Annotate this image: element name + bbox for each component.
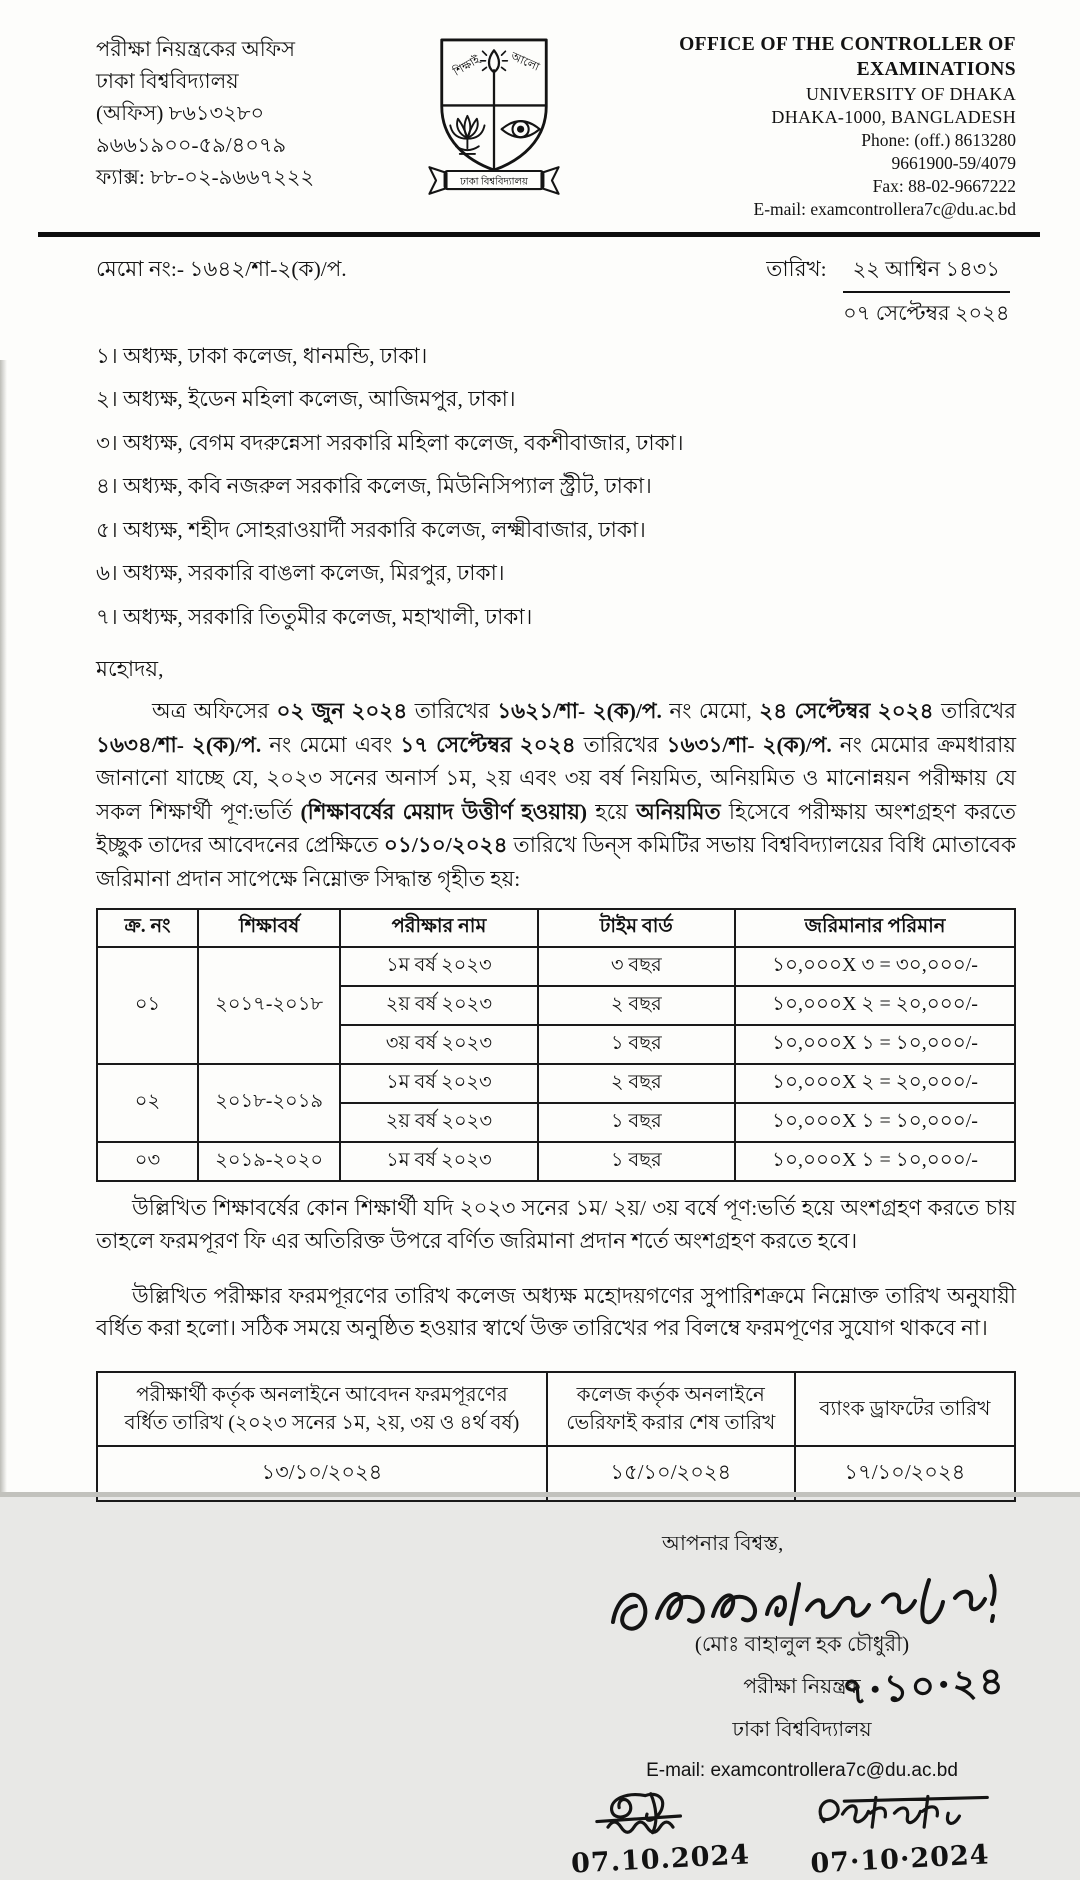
exam-cell: ১ম বর্ষ ২০২৩ [340, 1064, 537, 1103]
body-text: হয়ে [587, 799, 637, 824]
stamp-date: 07·10·2024 [809, 1839, 991, 1880]
phone-line: 9661900-59/4079 [891, 153, 1016, 174]
fine-cell: ১০,০০০X ২ = ২০,০০০/- [735, 986, 1015, 1025]
date-block [766, 253, 1010, 332]
handwritten-date: ৭·১০·২৪ [840, 1657, 1008, 1714]
table-header-row [97, 1372, 1015, 1446]
university-address: DHAKA-1000, BANGLADESH [771, 107, 1016, 128]
exam-cell: ২য় বর্ষ ২০২৩ [340, 1103, 537, 1142]
session-cell: ২০১৮-২০১৯ [198, 1064, 340, 1142]
serial-cell: ০১ [97, 947, 198, 1064]
signature-block [570, 1528, 1012, 1880]
recipient-item: ২। অধ্যক্ষ, ইডেন মহিলা কলেজ, আজিমপুর, ঢাকা। [96, 387, 516, 412]
column-header: পরীক্ষার্থী কর্তৃক অনলাইনে আবেদন ফরমপূরণের বর্ধিত তারিখ (২০২৩ সনের ১ম, ২য়, ৩য় ও ৪র্থ বর্ষ) [97, 1372, 547, 1446]
table-row [97, 1446, 1015, 1501]
date-cell: ১৫/১০/২০২৪ [547, 1446, 795, 1501]
body-text: হিসেবে পরীক্ষায় অংশগ্রহণ করতে ইচ্ছুক তাদের আবেদনের প্রেক্ষিতে [96, 799, 1016, 858]
recipient-item: ৫। অধ্যক্ষ, শহীদ সোহরাওয়ার্দী সরকারি কলেজ, লক্ষ্মীবাজার, ঢাকা। [96, 517, 646, 542]
phone-line: Phone: (off.) 8613280 [861, 130, 1016, 151]
office-name-line: EXAMINATIONS [856, 59, 1016, 81]
exam-cell: ২য় বর্ষ ২০২৩ [340, 986, 537, 1025]
lotus-icon [450, 116, 484, 154]
session-cell: ২০১৯-২০২০ [198, 1142, 340, 1181]
signatory-university: ঢাকা বিশ্ববিদ্যালয় [732, 1718, 872, 1741]
memo-row [96, 253, 1016, 332]
banner-ribbon [429, 167, 558, 194]
letterhead [96, 26, 1016, 220]
fine-cell: ১০,০০০X ৩ = ৩০,০০০/- [735, 947, 1015, 986]
date-bangla: ২২ আশ্বিন ১৪৩১ [843, 253, 1010, 293]
penalty-table [96, 908, 1016, 1182]
motto-left-text: শিক্ষাই [451, 53, 482, 79]
fine-cell: ১০,০০০X ১ = ১০,০০০/- [735, 1025, 1015, 1064]
column-header: ক্র. নং [97, 909, 198, 947]
signature-scribble-icon [585, 1790, 735, 1842]
office-contact-en [586, 26, 1016, 220]
exam-cell: ৩য় বর্ষ ২০২৩ [340, 1025, 537, 1064]
flame-icon [480, 50, 507, 72]
date-label: তারিখ: [766, 257, 827, 282]
signatory-title: পরীক্ষা নিয়ন্ত্রক [743, 1675, 861, 1698]
contact-line: ফ্যাক্স: ৮৮-০২-৯৬৬৭২২২ [96, 164, 315, 189]
university-seal-icon [418, 30, 570, 198]
column-header: কলেজ কর্তৃক অনলাইনে ভেরিফাই করার শেষ তারিখ [547, 1372, 795, 1446]
date-cell: ১৩/১০/২০২৪ [97, 1446, 547, 1501]
body-text-bold: ০২ জুন ২০২৪ [276, 698, 408, 723]
verification-signature-left [570, 1790, 751, 1880]
recipients-list [96, 340, 1016, 637]
stamp-date: 07.10.2024 [570, 1839, 751, 1880]
salutation: মহোদয়, [96, 656, 164, 681]
memo-number: মেমো নং:- ১৬৪২/শা-২(ক)/প. [96, 257, 347, 282]
date-gregorian: ০৭ সেপ্টেম্বর ২০২৪ [843, 301, 1010, 326]
body-text: নং মেমো, [661, 698, 760, 723]
office-name-line: OFFICE OF THE CONTROLLER OF [679, 34, 1016, 55]
closing-line: আপনার বিশ্বস্ত, [662, 1532, 784, 1555]
serial-cell: ০৩ [97, 1142, 198, 1181]
timebar-cell: ৩ বছর [538, 947, 735, 986]
recipient-item: ৪। অধ্যক্ষ, কবি নজরুল সরকারি কলেজ, মিউনিসিপ্যাল স্ট্রীট, ঢাকা। [96, 474, 652, 499]
eye-icon [501, 121, 539, 137]
body-text-bold: ১৬৩১/শা- ২(ক)/প. [666, 732, 832, 757]
fine-cell: ১০,০০০X ১ = ১০,০০০/- [735, 1103, 1015, 1142]
fine-cell: ১০,০০০X ১ = ১০,০০০/- [735, 1142, 1015, 1181]
fax-line: Fax: 88-02-9667222 [872, 175, 1016, 196]
body-text: নং মেমোর ক্রমধারায় জানানো যাচ্ছে যে, ২০২৩ সনের অনার্স ১ম, ২য় এবং ৩য় বর্ষ নিয়মিত, অনিয়মিত ও মানোন্নয়ন পরীক্ষায় যে সকল শিক্ষার্থী পূণ:ভর্তি [96, 732, 1016, 824]
body-text: তারিখের [575, 732, 667, 757]
dates [843, 253, 1010, 332]
motto-right-text: আলো [508, 50, 541, 74]
column-header: জরিমানার পরিমান [735, 909, 1015, 947]
signature-scribble-icon [802, 1790, 998, 1842]
body-text-bold: ১৬২১/শা- ২(ক)/প. [497, 698, 662, 723]
recipient-item: ৭। অধ্যক্ষ, সরকারি তিতুমীর কলেজ, মহাখালী, ঢাকা। [96, 604, 533, 629]
column-header: ব্যাংক ড্রাফটের তারিখ [795, 1372, 1015, 1446]
timebar-cell: ১ বছর [538, 1103, 735, 1142]
signatory-title-row [592, 1657, 1012, 1714]
body-paragraph [96, 695, 1016, 896]
table-header-row [97, 909, 1015, 947]
signatory-name: (মোঃ বাহালুল হক চৌধুরী) [694, 1631, 910, 1656]
table-row [97, 947, 1015, 986]
body-text: অত্র অফিসের [152, 698, 277, 723]
body-text-bold: ১৬৩৪/শা- ২(ক)/প. [96, 732, 262, 757]
header-divider [38, 232, 1040, 237]
recipient-item: ৩। অধ্যক্ষ, বেগম বদরুন্নেসা সরকারি মহিলা কলেজ, বকশীবাজার, ঢাকা। [96, 430, 684, 455]
office-contact-bn [96, 26, 401, 194]
contact-line: ঢাকা বিশ্ববিদ্যালয় [96, 68, 239, 93]
timebar-cell: ২ বছর [538, 986, 735, 1025]
recipient-item: ৬। অধ্যক্ষ, সরকারি বাঙলা কলেজ, মিরপুর, ঢাকা। [96, 561, 505, 586]
note-paragraph-2: উল্লিখিত পরীক্ষার ফরমপূরণের তারিখ কলেজ অধ্যক্ষ মহোদয়গণের সুপারিশক্রমে নিম্নোক্ত তারিখ অনুযায়ী বর্ধিত করা হলো। সঠিক সময়ে অনুষ্ঠিত হওয়ার স্বার্থে উক্ত তারিখের পর বিলম্বে ফরমপূণের সুযোগ থাকবে না। [96, 1283, 1016, 1341]
session-cell: ২০১৭-২০১৮ [198, 947, 340, 1064]
note-paragraph-1: উল্লিখিত শিক্ষাবর্ষের কোন শিক্ষার্থী যদি ২০২৩ সনের ১ম/ ২য়/ ৩য় বর্ষে পূণ:ভর্তি হয়ে অংশগ্রহণ করতে চায় তাহলে ফরমপূরণ ফি এর অতিরিক্ত উপরে বর্ণিত জরিমানা প্রদান শর্তে অংশগ্রহণ করতে হবে। [96, 1196, 1016, 1253]
body-text-bold: ০১/১০/২০২৪ [383, 833, 508, 858]
recipient-item: ১। অধ্যক্ষ, ঢাকা কলেজ, ধানমন্ডি, ঢাকা। [96, 343, 428, 368]
body-text-bold: ১৭ সেপ্টেম্বর ২০২৪ [400, 732, 576, 757]
body-text: তারিখে ডিন্‌স কমিটির সভায় বিশ্ববিদ্যালয়ের বিধি মোতাবেক জরিমানা প্রদান সাপেক্ষে নিম্নোক্ত সিদ্ধান্ত গৃহীত হয়: [96, 833, 1016, 891]
banner-text: ঢাকা বিশ্ববিদ্যালয় [459, 176, 528, 188]
timebar-cell: ২ বছর [538, 1064, 735, 1103]
signatory-email: E-mail: examcontrollera7c@du.ac.bd [646, 1759, 958, 1781]
body-text: তারিখের [933, 698, 1017, 723]
exam-cell: ১ম বর্ষ ২০২৩ [340, 1142, 537, 1181]
university-name: UNIVERSITY OF DHAKA [805, 83, 1016, 104]
body-text: নং মেমো এবং [261, 732, 401, 757]
contact-line: ৯৬৬১৯০০-৫৯/৪০৭৯ [96, 132, 287, 157]
exam-cell: ১ম বর্ষ ২০২৩ [340, 947, 537, 986]
email-line: E-mail: examcontrollera7c@du.ac.bd [753, 198, 1016, 219]
verification-signature-right [802, 1790, 998, 1880]
body-text: তারিখের [407, 698, 498, 723]
body-text-bold: ২৪ সেপ্টেম্বর ২০২৪ [759, 698, 934, 723]
serial-cell: ০২ [97, 1064, 198, 1142]
fine-cell: ১০,০০০X ২ = ২০,০০০/- [735, 1064, 1015, 1103]
date-cell: ১৭/১০/২০২৪ [795, 1446, 1015, 1501]
column-header: পরীক্ষার নাম [340, 909, 537, 947]
contact-line: পরীক্ষা নিয়ন্ত্রকের অফিস [96, 37, 296, 61]
timebar-cell: ১ বছর [538, 1025, 735, 1064]
du-seal-logo [401, 26, 586, 198]
column-header: টাইম বার্ড [538, 909, 735, 947]
schedule-table [96, 1371, 1016, 1502]
verification-signatures [570, 1790, 1012, 1880]
body-text-bold: অনিয়মিত [636, 799, 721, 824]
table-row [97, 1142, 1015, 1181]
table-row [97, 1064, 1015, 1103]
contact-line: (অফিস) ৮৬১৩২৮০ [96, 100, 265, 125]
body-text-bold: (শিক্ষাবর্ষের মেয়াদ উত্তীর্ণ হওয়ায়) [300, 799, 588, 824]
column-header: শিক্ষাবর্ষ [198, 909, 340, 947]
timebar-cell: ১ বছর [538, 1142, 735, 1181]
